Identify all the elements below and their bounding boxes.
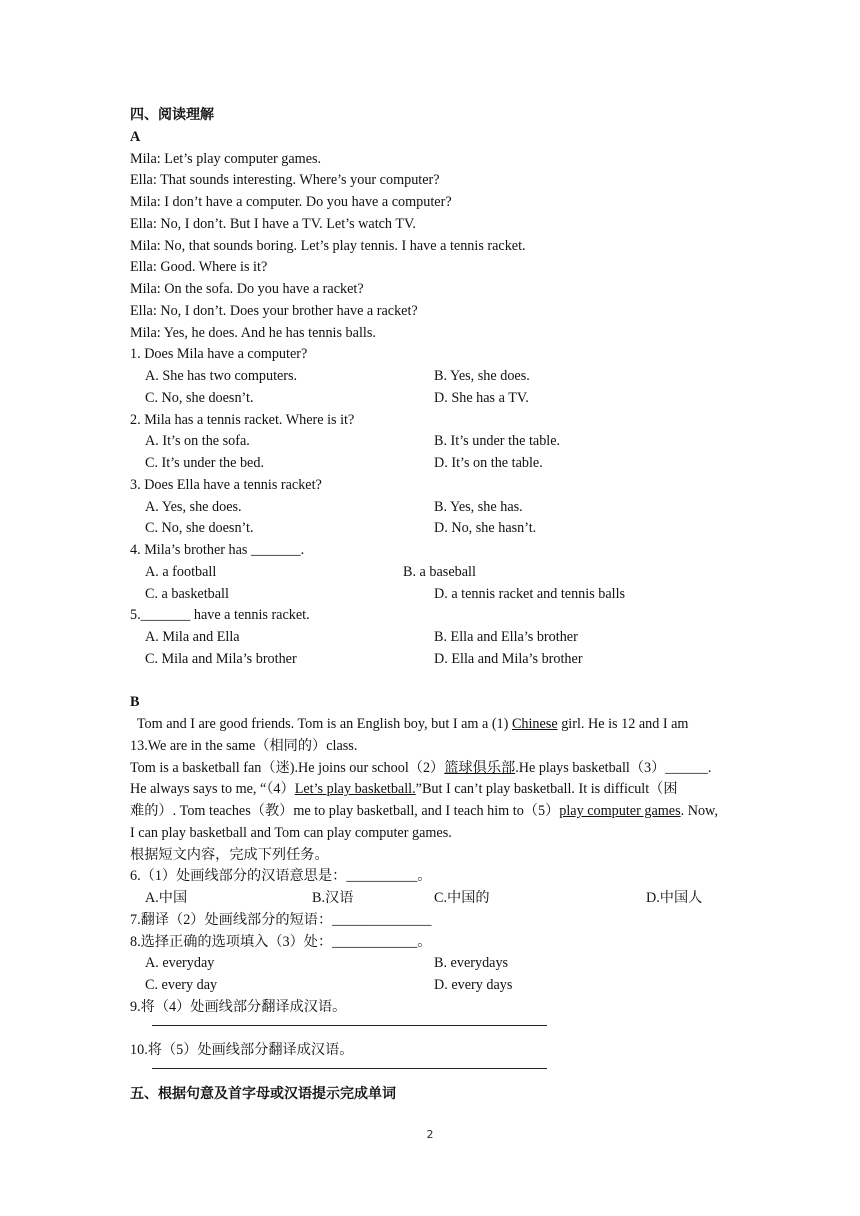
option-b: B. Ella and Ella’s brother: [434, 629, 578, 645]
option-a: A. Mila and Ella: [145, 629, 240, 645]
answer-line-10[interactable]: [130, 1062, 740, 1084]
question-3: 3. Does Ella have a tennis racket?: [130, 476, 322, 493]
option-d: D. She has a TV.: [434, 389, 529, 406]
dialogue-line: Mila: Let’s play computer games.: [130, 150, 322, 167]
answer-line-9[interactable]: [130, 1019, 740, 1041]
option-d: D. It’s on the table.: [434, 455, 543, 471]
option-b: B. It’s under the table.: [434, 433, 561, 450]
option-c: C. No, she doesn’t.: [145, 389, 254, 406]
option-a: A. It’s on the sofa.: [145, 433, 250, 450]
passage-line: Tom is a basketball fan（迷).He joins our school（2）篮球俱乐部.He plays basketball（3）______.: [130, 759, 712, 776]
option-d: D. Ella and Mila’s brother: [434, 650, 583, 667]
dialogue: [130, 149, 740, 345]
dialogue-line: Mila: I don’t have a computer. Do you have a computer?: [130, 194, 452, 210]
passage-line: 13.We are in the same（相同的）class.: [130, 737, 358, 754]
passage-line: I can play basketball and Tom can play computer games.: [130, 824, 452, 841]
option-c: C. every day: [145, 977, 218, 993]
page-number: 2: [426, 1128, 434, 1141]
option-b: B.汉语: [312, 890, 354, 906]
question-2: 2. Mila has a tennis racket. Where is it?: [130, 411, 355, 428]
option-c: C. Mila and Mila’s brother: [145, 650, 297, 667]
option-d: D. every days: [434, 977, 513, 993]
dialogue-line: Ella: That sounds interesting. Where’s your computer?: [130, 172, 440, 189]
section-5-title: 五、根据句意及首字母或汉语提示完成单词: [130, 1085, 396, 1102]
question-6: 6.（1）处画线部分的汉语意思是：__________。: [130, 868, 432, 885]
underlined-4: Let’s play basketball.: [294, 781, 416, 798]
option-a: A.中国: [145, 890, 188, 906]
question-9: 9.将（4）处画线部分翻译成汉语。: [130, 998, 347, 1015]
question-4: 4. Mila’s brother has _______.: [130, 542, 305, 558]
option-c: C. No, she doesn’t.: [145, 520, 254, 537]
part-a-label: A: [130, 128, 141, 145]
dialogue-line: Mila: On the sofa. Do you have a racket?: [130, 281, 364, 297]
dialogue-line: Ella: No, I don’t. But I have a TV. Let’s watch TV.: [130, 215, 416, 232]
question-5: 5._______ have a tennis racket.: [130, 607, 310, 624]
option-a: A. Yes, she does.: [145, 498, 242, 515]
option-a: A. a football: [145, 563, 217, 580]
dialogue-line: Mila: No, that sounds boring. Let’s play tennis. I have a tennis racket.: [130, 237, 526, 254]
worksheet-page: [130, 105, 740, 1106]
question-7: 7.翻译（2）处画线部分的短语：______________: [130, 911, 432, 928]
dialogue-line: Mila: Yes, he does. And he has tennis balls.: [130, 324, 376, 341]
option-d: D. No, she hasn’t.: [434, 520, 537, 537]
underlined-1: Chinese: [511, 716, 558, 732]
option-d: D.中国人: [646, 890, 703, 906]
option-b: B. Yes, she does.: [434, 368, 530, 384]
option-c: C.中国的: [434, 890, 490, 906]
option-b: B. a baseball: [403, 563, 476, 580]
underlined-2: 篮球俱乐部: [444, 759, 516, 776]
option-b: B. everydays: [434, 955, 509, 972]
option-c: C. a basketball: [145, 585, 229, 602]
section-4-title: 四、阅读理解: [130, 107, 214, 123]
option-b: B. Yes, she has.: [434, 498, 523, 515]
part-b-label: B: [130, 694, 140, 711]
question-8: 8.选择正确的选项填入（3）处：____________。: [130, 933, 432, 950]
option-c: C. It’s under the bed.: [145, 455, 264, 471]
passage-line: Tom and I are good friends. Tom is an English boy, but I am a (1) Chinese girl. He is 12 and I am: [130, 716, 689, 732]
question-10: 10.将（5）处画线部分翻译成汉语。: [130, 1042, 354, 1059]
passage-line: 难的）. Tom teaches（教）me to play basketball, and I teach him to（5）play computer games. Now,: [130, 803, 718, 819]
question-1: 1. Does Mila have a computer?: [130, 346, 308, 363]
option-a: A. She has two computers.: [145, 368, 298, 384]
option-d: D. a tennis racket and tennis balls: [434, 585, 626, 602]
dialogue-line: Ella: Good. Where is it?: [130, 259, 268, 276]
option-a: A. everyday: [145, 955, 215, 972]
passage-line: He always says to me, “（4）Let’s play basketball.”But I can’t play basketball. It is difficult（困: [130, 781, 678, 798]
task-instruction: 根据短文内容，完成下列任务。: [130, 846, 329, 863]
dialogue-line: Ella: No, I don’t. Does your brother have a racket?: [130, 302, 418, 319]
underlined-5: play computer games: [559, 803, 681, 819]
